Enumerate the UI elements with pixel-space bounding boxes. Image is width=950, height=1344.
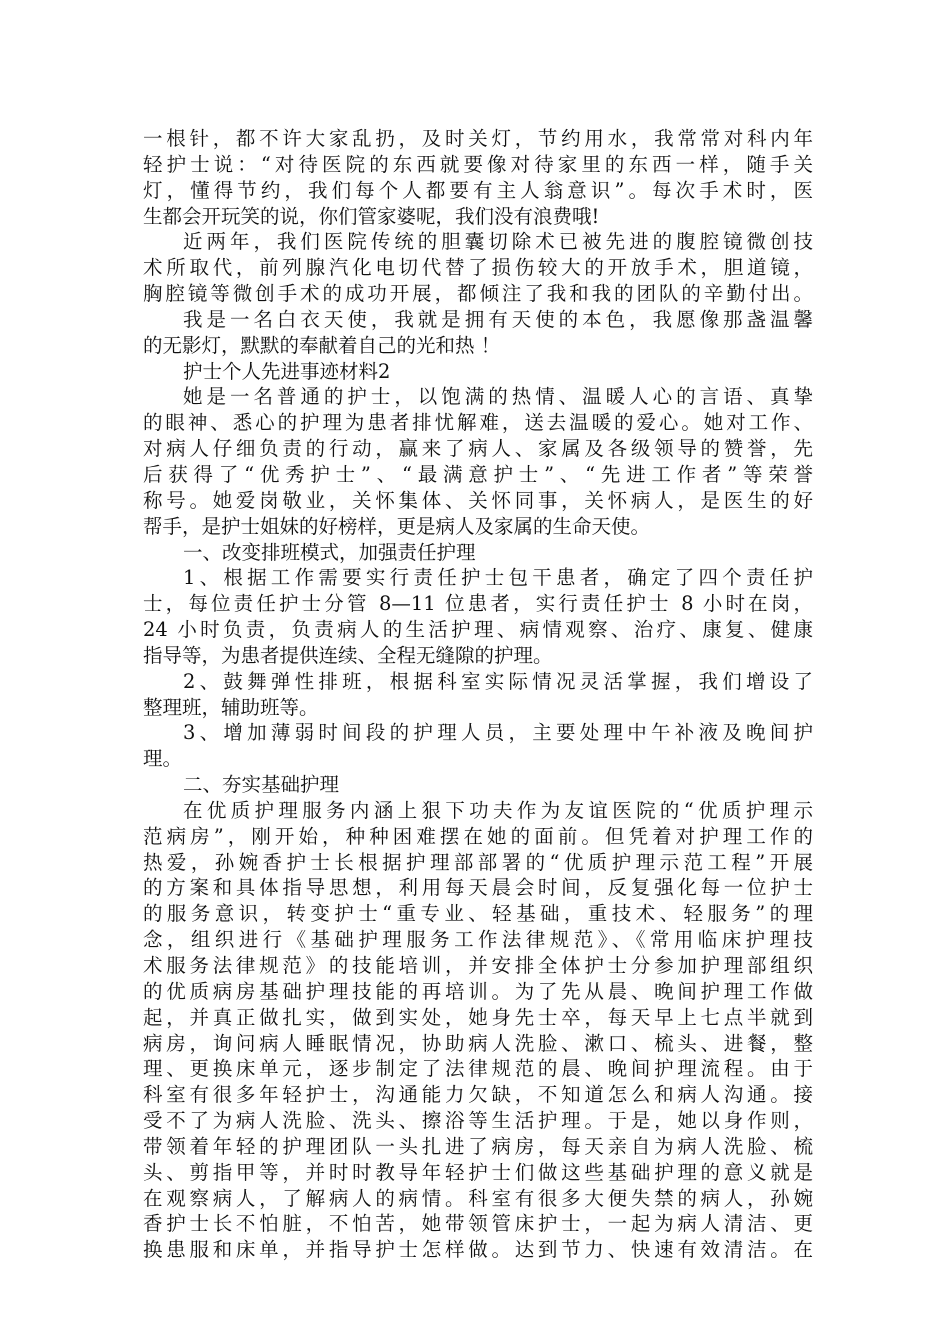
text-line: 的方案和具体指导思想，利用每天晨会时间，反复强化每一位护士 <box>143 876 813 900</box>
text-line: 灯，懂得节约，我们每个人都要有主人翁意识”。每次手术时，医 <box>143 178 813 202</box>
text-line: 在观察病人，了解病人的病情。科室有很多大便失禁的病人，孙婉 <box>143 1186 813 1210</box>
text-line: 生都会开玩笑的说，你们管家婆呢，我们没有浪费哦! <box>143 204 600 228</box>
text-line: 一、改变排班模式，加强责任护理 <box>183 540 476 564</box>
text-line: 换患服和床单，并指导护士怎样做。达到节力、快速有效清洁。在 <box>143 1238 813 1262</box>
text-line: 头、剪指甲等，并时时教导年轻护士们做这些基础护理的意义就是 <box>143 1160 813 1184</box>
text-line: 香护士长不怕脏，不怕苦，她带领管床护士，一起为病人清洁、更 <box>143 1212 813 1236</box>
text-line: 对病人仔细负责的行动，赢来了病人、家属及各级领导的赞誉，先 <box>143 437 813 461</box>
text-line: 术服务法律规范》的技能培训，并安排全体护士分参加护理部组织 <box>143 954 813 977</box>
text-line: 的优质病房基础护理技能的再培训。为了先从晨、晚间护理工作做 <box>143 979 813 1003</box>
text-line: 24 小时负责，负责病人的生活护理、病情观察、治疗、康复、健康 <box>143 618 813 642</box>
text-line: 我是一名白衣天使，我就是拥有天使的本色，我愿像那盏温馨 <box>183 307 813 331</box>
text-line: 轻护士说：“对待医院的东西就要像对待家里的东西一样，随手关 <box>143 152 813 176</box>
text-line: 热爱，孙婉香护士长根据护理部部署的“优质护理示范工程”开展 <box>143 850 813 874</box>
text-line: 3、增加薄弱时间段的护理人员，主要处理中午补液及晚间护 <box>183 721 813 745</box>
text-line: 受不了为病人洗脸、洗头、擦浴等生活护理。于是，她以身作则， <box>143 1109 813 1133</box>
text-line: 带领着年轻的护理团队一头扎进了病房，每天亲自为病人洗脸、梳 <box>143 1134 813 1158</box>
text-line: 理、更换床单元，逐步制定了法律规范的晨、晚间护理流程。由于 <box>143 1057 813 1081</box>
document-body <box>143 126 813 1263</box>
text-line: 科室有很多年轻护士，沟通能力欠缺，不知道怎么和病人沟通。接 <box>143 1083 813 1107</box>
text-line: 2、鼓舞弹性排班，根据科室实际情况灵活掌握，我们增设了 <box>183 669 813 693</box>
text-line: 整理班，辅助班等。 <box>143 695 319 719</box>
text-line: 理。 <box>143 747 183 771</box>
text-line: 后获得了“优秀护士”、“最满意护士”、“先进工作者”等荣誉 <box>143 462 813 486</box>
text-line: 的无影灯，默默的奉献着自己的光和热 ！ <box>143 333 501 357</box>
text-line: 的眼神、悉心的护理为患者排忧解难，送去温暖的爱心。她对工作、 <box>143 411 813 435</box>
text-line: 在优质护理服务内涵上狠下功夫作为友谊医院的“优质护理示 <box>183 798 813 822</box>
text-line: 术所取代，前列腺汽化电切代替了损伤较大的开放手术，胆道镜， <box>143 256 813 280</box>
text-line: 指导等，为患者提供连续、全程无缝隙的护理。 <box>143 643 553 667</box>
text-line: 护士个人先进事迹材料2 <box>183 359 391 383</box>
text-line: 的服务意识，转变护士“重专业、轻基础，重技术、轻服务”的理 <box>143 902 813 926</box>
text-line: 一根针，都不许大家乱扔，及时关灯，节约用水，我常常对科内年 <box>143 127 813 150</box>
text-line: 起，并真正做扎实，做到实处，她身先士卒，每天早上七点半就到 <box>143 1005 813 1029</box>
text-line: 范病房”，刚开始，种种困难摆在她的面前。但凭着对护理工作的 <box>143 824 813 848</box>
text-line: 1、根据工作需要实行责任护士包干患者，确定了四个责任护 <box>183 566 813 590</box>
text-line: 士，每位责任护士分管 8—11 位患者，实行责任护士 8 小时在岗， <box>143 592 813 616</box>
text-line: 近两年，我们医院传统的胆囊切除术已被先进的腹腔镜微创技 <box>183 230 813 254</box>
text-line: 病房，询问病人睡眠情况，协助病人洗脸、漱口、梳头、进餐，整 <box>143 1031 813 1055</box>
text-line: 她是一名普通的护士，以饱满的热情、温暖人心的言语、真挚 <box>183 385 813 409</box>
text-line: 二、夯实基础护理 <box>183 773 340 797</box>
text-line: 帮手，是护士姐妹的好榜样，更是病人及家属的生命天使。 <box>143 514 651 538</box>
text-line: 胸腔镜等微创手术的成功开展，都倾注了我和我的团队的辛勤付出。 <box>143 282 813 306</box>
text-line: 称号。她爱岗敬业，关怀集体、关怀同事，关怀病人，是医生的好 <box>143 488 813 512</box>
text-line: 念，组织进行《基础护理服务工作法律规范》、《常用临床护理技 <box>143 928 813 952</box>
